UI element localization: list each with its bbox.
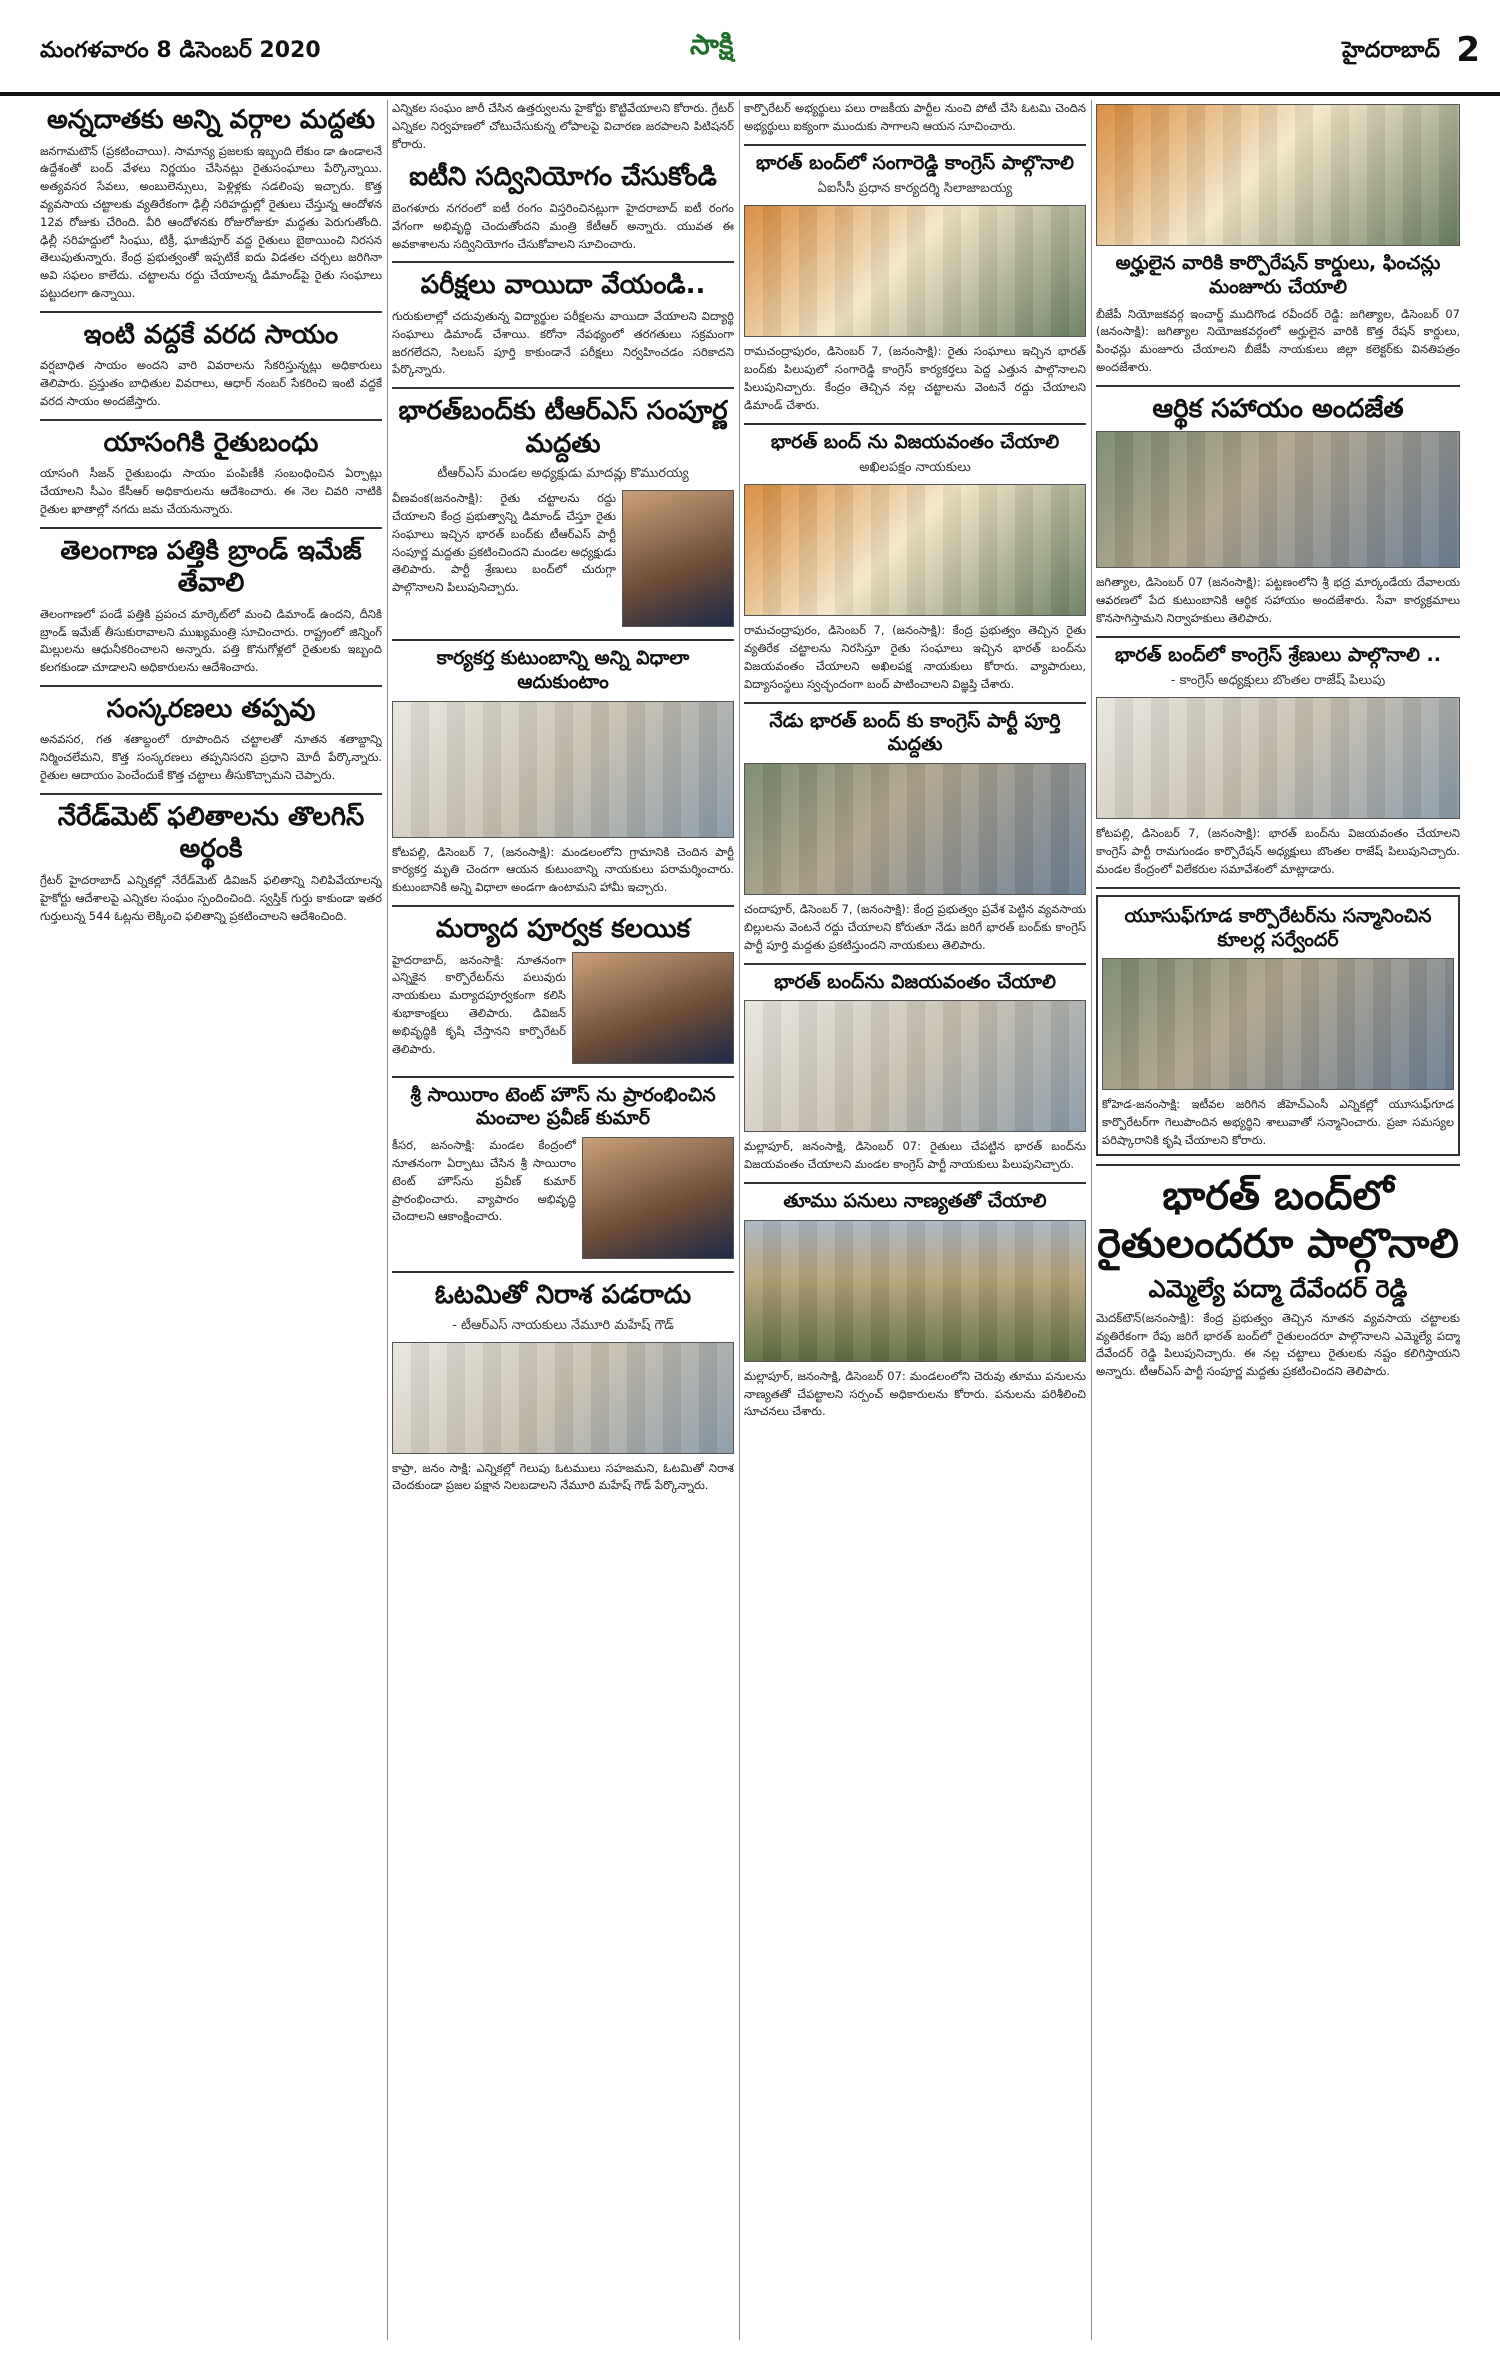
- story-headline: మర్యాద పూర్వక కలయిక: [435, 914, 691, 945]
- story-headline: భారత్‌బంద్‌కు టీఆర్ఎస్ సంపూర్ణ మద్దతు: [398, 396, 728, 459]
- story-body: వర్షబాధిత సాయం అందని వారి వివరాలను సేకరిస్తున్నట్లు అధికారులు తెలిపారు. ప్రస్తుతం బాధితుల వివరాలు, ఆధార్ నంబర్ సేకరించి ఇంటి వద్దకే వరద సాయం అందజేస్తారు.: [40, 358, 382, 408]
- story-subheadline: - టీఆర్ఎస్ నాయకులు నేమూరి మహేష్ గౌడ్: [452, 1317, 674, 1333]
- story-headline: భారత్ బంద్‌ను విజయవంతం చేయాలి: [774, 970, 1056, 993]
- news-photo: [744, 205, 1086, 337]
- story-body: మల్లాపూర్, జనంసాక్షి, డిసెంబర్ 07: రైతులు చేపట్టిన భారత్ బంద్‌ను విజయవంతం చేయాలని మండల కాంగ్రెస్ పార్టీ నాయకులు పిలుపునిచ్చారు.: [744, 1139, 1086, 1172]
- news-story: [744, 431, 1086, 694]
- news-story: [392, 1084, 734, 1264]
- news-photo: [744, 1220, 1086, 1362]
- news-story: [744, 100, 1086, 136]
- news-story: [40, 319, 382, 411]
- story-headline: భారత్ బంద్ ను విజయవంతం చేయాలి: [770, 430, 1060, 453]
- story-headline: యూసుఫ్‌గూడ కార్పొరేటర్‌ను సన్మానించిన కూలర్ల సర్వేందర్: [1124, 904, 1432, 951]
- section-rule: [392, 1076, 734, 1078]
- news-story: [392, 913, 734, 1068]
- section-rule: [1096, 385, 1460, 387]
- news-photo: [392, 1342, 734, 1454]
- column-divider: [739, 100, 740, 2340]
- story-subheadline: టీఆర్ఎస్ మండల అధ్యక్షుడు మాదవ్లు కొమురయ్య: [437, 466, 689, 482]
- column-divider: [387, 100, 388, 2340]
- section-rule: [392, 387, 734, 389]
- news-story: [1096, 1172, 1460, 1381]
- story-body: కార్పొరేటర్ అభ్యర్థులు పలు రాజకీయ పార్టీల నుంచి పోటీ చేసి ఓటమి చెందిన అభ్యర్థులు ఐక్యంగా ముందుకు సాగాలని ఆయన సూచించారు.: [744, 101, 1086, 133]
- story-headline: తూము పనులు నాణ్యతతో చేయాలి: [783, 1189, 1047, 1212]
- story-headline: నేరేడ్‌మెట్ ఫలితాలను తొలగిస్ అర్థంకి: [57, 801, 365, 865]
- section-rule: [392, 1271, 734, 1273]
- news-photo: [1096, 104, 1460, 246]
- news-story: [744, 1190, 1086, 1421]
- news-photo: [744, 1000, 1086, 1132]
- story-subheadline: - కాంగ్రెస్ అధ్యక్షులు బొంతల రాజేష్ పిలుపు: [1170, 673, 1386, 689]
- story-body: బీజేపీ నియోజకవర్గ ఇంచార్జ్ ముదిగొండ రవీందర్ రెడ్డి: జగిత్యాల, డిసెంబర్ 07 (జనంసాక్షి): జగిత్యాల నియోజకవర్గంలో అర్హులైన వారికి కొత్త రేషన్ కార్డులు, పింఛన్లు మంజూరు చేయాలని బీజేపీ నాయకులు జిల్లా కలెక్టర్‌కు వినతిపత్రం అందజేశారు.: [1096, 306, 1460, 374]
- edition-city: హైదరాబాద్: [1342, 38, 1440, 63]
- story-headline: పరీక్షలు వాయిదా వేయండి..: [420, 270, 706, 301]
- story-body: జగిత్యాల, డిసెంబర్ 07 (జనంసాక్షి): పట్టణంలోని శ్రీ భద్ర మార్కండేయ దేవాలయ ఆవరణలో పేద కుటుంబానికి ఆర్థిక సహాయం అందజేశారు. సేవా కార్యక్రమాలు కొనసాగిస్తామని నిర్వాహకులు తెలిపారు.: [1096, 575, 1460, 625]
- news-story: [40, 104, 382, 303]
- story-body: మల్లాపూర్, జనంసాక్షి, డిసెంబర్ 07: మండలంలోని చెరువు తూము పనులను నాణ్యతతో చేపట్టాలని సర్పంచ్ అధికారులను కోరారు. పనులను పరిశీలించి సూచనలు చేశారు.: [744, 1368, 1086, 1419]
- news-story: [392, 269, 734, 379]
- news-story: [744, 710, 1086, 955]
- column-1: [40, 100, 382, 2340]
- story-body: బెంగళూరు నగరంలో ఐటీ రంగం విస్తరించినట్లుగా హైదరాబాద్ ఐటీ రంగం వేగంగా అభివృద్ధి చెందుతోందని మంత్రి కేటీఆర్ అన్నారు. యువత ఈ అవకాశాలను సద్వినియోగం చేసుకోవాలని సూచించారు.: [392, 200, 734, 251]
- story-subheadline: ఏఐసీసీ ప్రధాన కార్యదర్శి సిలాజాబయ్య: [817, 181, 1013, 197]
- column-divider: [1091, 100, 1092, 2340]
- story-body: కోటపల్లి, డిసెంబర్ 7, (జనంసాక్షి): భారత్ బంద్‌ను విజయవంతం చేయాలని కాంగ్రెస్ పార్టీ రామగుండం కార్పొరేషన్ అధ్యక్షులు బొంతల రాజేష్ పిలుపునిచ్చారు. మండల కేంద్రంలో విలేకరుల సమావేశంలో మాట్లాడారు.: [1096, 826, 1460, 877]
- news-photo: [1096, 697, 1460, 819]
- section-rule: [1096, 887, 1460, 889]
- section-rule: [1096, 1164, 1460, 1166]
- section-rule: [1096, 636, 1460, 638]
- story-headline: భారత్ బంద్‌లో సంగారెడ్డి కాంగ్రెస్ పాల్గొనాలి: [756, 151, 1074, 174]
- news-photo: [1096, 431, 1460, 568]
- story-body: మెదక్‌టౌన్(జనంసాక్షి): కేంద్ర ప్రభుత్వం తెచ్చిన నూతన వ్యవసాయ చట్టాలకు వ్యతిరేకంగా రేపు జరిగే భారత్ బంద్‌లో రైతులందరూ పాల్గొనాలని ఎమ్మెల్యే పద్మా దేవేందర్ రెడ్డి పిలుపునిచ్చారు. ఈ నల్ల చట్టాలు రైతులకు నష్టం కలిగిస్తాయని అన్నారు. టీఆర్ఎస్ పార్టీ సంపూర్ణ మద్దతు ప్రకటించిందని తెలిపారు.: [1096, 1310, 1460, 1379]
- news-photo: [582, 1137, 734, 1259]
- section-rule: [40, 419, 382, 421]
- newspaper-logo: సాక్షి: [690, 28, 734, 61]
- section-rule: [392, 261, 734, 263]
- section-rule: [744, 702, 1086, 704]
- news-photo: [572, 952, 734, 1064]
- section-rule: [40, 527, 382, 529]
- news-story: [40, 427, 382, 519]
- leader-portrait-photo: [622, 490, 734, 627]
- story-body: కోటపల్లి, డిసెంబర్ 7, (జనంసాక్షి): మండలంలోని గ్రామానికి చెందిన పార్టీ కార్యకర్త మృతి చెందగా ఆయన కుటుంబాన్ని నాయకులు పరామర్శించారు. కుటుంబానికి అన్ని విధాలా అండగా ఉంటామని హామీ ఇచ్చారు.: [392, 844, 734, 895]
- story-headline: అన్నదాతకు అన్ని వర్గాల మద్దతు: [46, 105, 376, 135]
- story-headline: భారత్ బంద్‌లో రైతులందరూ పాల్గొనాలి: [1097, 1172, 1459, 1267]
- page-number: 2: [1456, 30, 1480, 70]
- story-subheadline: ఎమ్మెల్యే పద్మా దేవేందర్ రెడ్డి: [1148, 1274, 1408, 1303]
- story-body: హైదరాబాద్, జనంసాక్షి: నూతనంగా ఎన్నికైన కార్పొరేటర్‌ను పలువురు నాయకులు మర్యాదపూర్వకంగా కలిసి శుభాకాంక్షలు తెలిపారు. డివిజన్ అభివృద్ధికి కృషి చేస్తానని కార్పొరేటర్ తెలిపారు.: [392, 952, 566, 1056]
- story-headline: అర్హులైన వారికి కార్పొరేషన్ కార్డులు, ఫించన్లు మంజూరు చేయాలి: [1115, 252, 1441, 298]
- story-body: చందాపూర్, డిసెంబర్ 7, (జనంసాక్షి): కేంద్ర ప్రభుత్వం ప్రవేశ పెట్టిన వ్యవసాయ బిల్లులను వెంటనే రద్దు చేయాలని కోరుతూ నేడు జరిగే భారత్ బంద్‌కు కాంగ్రెస్ పార్టీ పూర్తి మద్దతు ప్రకటిస్తుందని నాయకులు తెలిపారు.: [744, 902, 1086, 952]
- section-rule: [744, 1182, 1086, 1184]
- news-story: [392, 161, 734, 253]
- story-subheadline: అఖిలపక్షం నాయకులు: [859, 460, 971, 476]
- section-rule: [744, 423, 1086, 425]
- story-headline: నేడు భారత్ బంద్ కు కాంగ్రెస్ పార్టీ పూర్తి మద్దతు: [769, 709, 1061, 756]
- story-body: రామచంద్రాపురం, డిసెంబర్ 7, (జనంసాక్షి): కేంద్ర ప్రభుత్వం తెచ్చిన రైతు వ్యతిరేక చట్టాలను నిరసిస్తూ రైతు సంఘాలు ఇచ్చిన భారత్ బంద్‌ను విజయవంతం చేయాలని అఖిలపక్ష నాయకులు కోరారు. వ్యాపారులు, విద్యాసంస్థలు స్వచ్ఛందంగా బంద్ పాటించాలని విజ్ఞప్తి చేశారు.: [744, 623, 1086, 691]
- section-rule: [392, 905, 734, 907]
- news-story: [1096, 393, 1460, 628]
- news-photo: [744, 484, 1086, 616]
- news-story: [744, 971, 1086, 1174]
- news-photo: [1102, 958, 1454, 1090]
- story-body: కాప్రా, జనం సాక్షి: ఎన్నికల్లో గెలుపు ఓటములు సహజమని, ఓటమితో నిరాశ చెందకుండా ప్రజల పక్షాన నిలబడాలని నేమూరి మహేష్ గౌడ్ పేర్కొన్నారు.: [392, 1460, 734, 1493]
- story-body: రామచంద్రాపురం, డిసెంబర్ 7, (జనంసాక్షి): రైతు సంఘాలు ఇచ్చిన భారత్ బంద్‌కు పిలుపులో సంగారెడ్డి కాంగ్రెస్ కార్యకర్తలు పెద్ద ఎత్తున పాల్గొనాలని పిలుపునిచ్చారు. కేంద్రం తెచ్చిన నల్ల చట్టాలను వెంటనే రద్దు చేయాలని డిమాండ్ చేశారు.: [744, 344, 1086, 412]
- story-body: గ్రేటర్ హైదరాబాద్ ఎన్నికల్లో నేరేడ్‌మెట్ డివిజన్ ఫలితాన్ని నిలిపివేయాలన్న హైకోర్టు ఆదేశాలపై ఎన్నికల సంఘం స్పందించింది. స్వస్తిక్ గుర్తు కాకుండా ఇతర గుర్తులున్న 544 ఓట్లను లెక్కించి ఫలితాన్ని ప్రకటించాలని ఆదేశించింది.: [40, 872, 382, 923]
- story-body: అనవసర, గత శతాబ్దంలో రూపొందిన చట్టాలతో నూతన శతాబ్దాన్ని నిర్మించలేమని, కొత్త సంస్కరణలు తప్పనిసరని ప్రధాని మోదీ పేర్కొన్నారు. రైతుల ఆదాయం పెంచేందుకే కొత్త చట్టాలు తీసుకొచ్చామని చెప్పారు.: [40, 732, 382, 783]
- news-story: [1096, 252, 1460, 377]
- section-rule: [40, 793, 382, 795]
- story-headline: ఓటమితో నిరాశ పడరాదు: [434, 1280, 692, 1311]
- story-body: కీసర, జనంసాక్షి: మండల కేంద్రంలో నూతనంగా ఏర్పాటు చేసిన శ్రీ సాయిరాం టెంట్ హౌస్‌ను ప్రవీణ్ కుమార్ ప్రారంభించారు. వ్యాపారం అభివృద్ధి చెందాలని ఆకాంక్షించారు.: [392, 1138, 576, 1224]
- story-headline: యాసంగికి రైతుబంధు: [103, 427, 319, 458]
- section-rule: [40, 685, 382, 687]
- masthead: [0, 0, 1500, 96]
- story-headline: సంస్కరణలు తప్పవు: [106, 693, 316, 724]
- news-photo: [744, 763, 1086, 895]
- story-body: యాసంగి సీజన్ రైతుబంధు సాయం పంపిణీకి సంబంధించిన ఏర్పాట్లు చేయాలని సీఎం కేసీఆర్ అధికారులను ఆదేశించారు. ఈ నెల చివరి నాటికి రైతుల ఖాతాల్లో నగదు జమ చేయనున్నారు.: [40, 466, 382, 516]
- story-body: జనగామటౌన్ (ప్రకటించాయి). సామాన్య ప్రజలకు ఇబ్బంది లేకుం డా ఉండాలనే ఉద్దేశంతో బంద్ వేళలు నిర్ణయం చేసినట్లు రైతుసంఘాలు పేర్కొన్నాయి. అత్యవసర సేవలు, అంబులెన్సులు, పెళ్లిళ్లకు సడలింపు ఇచ్చారు. కొత్త వ్యవసాయ చట్టాలకు వ్యతిరేకంగా ఢిల్లీ సరిహద్దుల్లో రైతులు చేస్తున్న ఆందోళన 12వ రోజుకు చేరింది. వీరి ఆందోళనకు రోజురోజుకూ మద్దతు పెరుగుతోంది. ఢిల్లీ సరిహద్దులో సింఘు, టిక్రీ, ఘాజీపూర్ వద్ద రైతులు బైఠాయించి నిరసన తెలుపుతున్నారు. కేంద్ర ప్రభుత్వంతో ఇప్పటికే ఐదు విడతల చర్చలు జరిగినా అవి సఫలం కాలేదు. చట్టాలను రద్దు చేయాలన్న డిమాండ్‌పై రైతు సంఘాలు పట్టుదలగా ఉన్నాయి.: [40, 143, 382, 300]
- story-headline: కార్యకర్త కుటుంబాన్ని అన్ని విధాలా ఆదుకుంటాం: [436, 647, 690, 693]
- story-body: కోహెడ-జనంసాక్షి: ఇటీవల జరిగిన జీహెచ్ఎంసీ ఎన్నికల్లో యూసుఫ్‌గూడ కార్పొరేటర్‌గా గెలుపొందిన అభ్యర్థిని శాలువాతో సన్మానించారు. ప్రజా సమస్యల పరిష్కారానికి కృషి చేయాలని కోరారు.: [1102, 1097, 1454, 1147]
- column-4: [1096, 100, 1460, 2340]
- story-body: ఎన్నికల సంఘం జారీ చేసిన ఉత్తర్వులను హైకోర్టు కొట్టివేయాలని కోరారు. గ్రేటర్ ఎన్నికల నిర్వహణలో చోటుచేసుకున్న లోపాలపై విచారణ జరపాలని పిటిషనర్ కోరారు.: [392, 101, 734, 151]
- column-3: [744, 100, 1086, 2340]
- section-rule: [744, 963, 1086, 965]
- story-headline: ఐటీని సద్వినియోగం చేసుకోండి: [409, 162, 717, 193]
- story-body: గురుకులాల్లో చదువుతున్న విద్యార్థుల పరీక్షలను వాయిదా వేయాలని విద్యార్థి సంఘాలు డిమాండ్ చేశాయి. కరోనా నేపథ్యంలో తరగతులు సక్రమంగా జరగలేదని, సిలబస్ పూర్తి కాకుండానే పరీక్షలు నిర్వహించడం సరికాదని పేర్కొన్నారు.: [392, 308, 734, 377]
- story-body: వీణవంక(జనంసాక్షి): రైతు చట్టాలను రద్దు చేయాలని కేంద్ర ప్రభుత్వాన్ని డిమాండ్ చేస్తూ రైతు సంఘాలు ఇచ్చిన భారత్ బంద్‌కు టీఆర్ఎస్ పార్టీ సంపూర్ణ మద్దతు ప్రకటించిందని మండల అధ్యక్షుడు తెలిపారు. పార్టీ శ్రేణులు బంద్‌లో చురుగ్గా పాల్గొనాలని పిలుపునిచ్చారు.: [392, 491, 616, 595]
- news-story: [40, 693, 382, 785]
- section-rule: [392, 639, 734, 641]
- section-rule: [40, 311, 382, 313]
- news-photo: [392, 701, 734, 838]
- story-headline: శ్రీ సాయిరాం టెంట్ హౌస్ ను ప్రారంభించిన మంచాల ప్రవీణ్ కుమార్: [410, 1083, 716, 1130]
- news-story: [40, 801, 382, 925]
- news-story: [392, 395, 734, 631]
- issue-date: మంగళవారం 8 డిసెంబర్ 2020: [40, 38, 321, 63]
- story-headline: ఇంటి వద్దకే వరద సాయం: [83, 319, 339, 350]
- news-story: [1096, 895, 1460, 1156]
- story-headline: భారత్ బంద్‌లో కాంగ్రెస్ శ్రేణులు పాల్గొనాలి ..: [1115, 643, 1441, 666]
- news-story: [392, 647, 734, 897]
- story-body: తెలంగాణలో పండే పత్తికి ప్రపంచ మార్కెట్‌లో మంచి డిమాండ్ ఉందని, దీనికి బ్రాండ్ ఇమేజ్ తీసుకురావాలని ముఖ్యమంత్రి సూచించారు. రాష్ట్రంలో జిన్నింగ్ మిల్లులను ఆధునీకరించాలని అన్నారు. పత్తి కొనుగోళ్లలో రైతులకు ఇబ్బంది కలగకుండా చూడాలని అధికారులను ఆదేశించారు.: [40, 606, 382, 675]
- story-headline: తెలంగాణ పత్తికి బ్రాండ్ ఇమేజ్ తేవాలి: [60, 535, 362, 599]
- section-rule: [744, 144, 1086, 146]
- news-story: [392, 100, 734, 153]
- news-story: [744, 152, 1086, 415]
- news-story: [392, 1279, 734, 1495]
- news-story: [1096, 644, 1460, 879]
- story-headline: ఆర్థిక సహాయం అందజేత: [1152, 393, 1404, 424]
- news-story: [40, 535, 382, 677]
- column-2: [392, 100, 734, 2340]
